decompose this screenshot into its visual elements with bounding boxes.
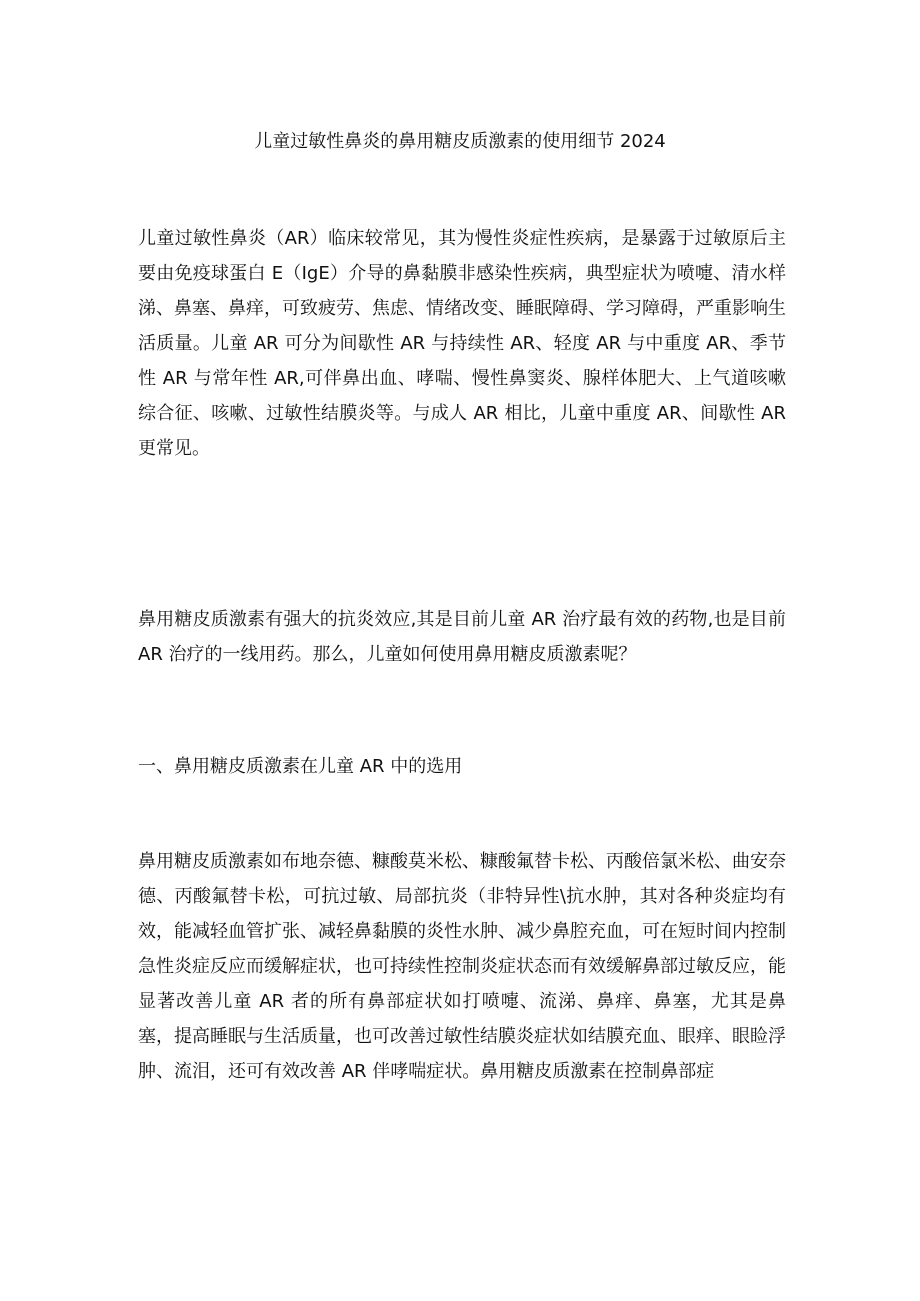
intro-paragraph: 儿童过敏性鼻炎（AR）临床较常见，其为慢性炎症性疾病，是暴露于过敏原后主要由免疫球蛋白 E（IgE）介导的鼻黏膜非感染性疾病，典型症状为喷嚏、清水样涕、鼻塞、鼻痒，可致疲劳、焦虑、情绪改变、睡眠障碍、学习障碍，严重影响生活质量。儿童 AR 可分为间歇性 AR 与持续性 AR、轻度 AR 与中重度 AR、季节性 AR 与常年性 AR,可伴鼻出血、哮喘、慢性鼻窦炎、腺样体肥大、上气道咳嗽综合征、咳嗽、过敏性结膜炎等。与成人 AR 相比，儿童中重度 AR、间歇性 AR 更常见。 [138, 228, 786, 459]
section-paragraph: 鼻用糖皮质激素如布地奈德、糠酸莫米松、糠酸氟替卡松、丙酸倍氯米松、曲安奈德、丙酸氟替卡松，可抗过敏、局部抗炎（非特异性\抗水肿，其对各种炎症均有效，能减轻血管扩张、减轻鼻黏膜的炎性水肿、减少鼻腔充血，可在短时间内控制急性炎症反应而缓解症状，也可持续性控制炎症状态而有效缓解鼻部过敏反应，能显著改善儿童 AR 者的所有鼻部症状如打喷嚏、流涕、鼻痒、鼻塞，尤其是鼻塞，提高睡眠与生活质量，也可改善过敏性结膜炎症状如结膜充血、眼痒、眼睑浮肿、流泪，还可有效改善 AR 伴哮喘症状。鼻用糖皮质激素在控制鼻部症 [138, 851, 786, 1082]
treatment-question-paragraph: 鼻用糖皮质激素有强大的抗炎效应,其是目前儿童 AR 治疗最有效的药物,也是目前 AR 治疗的一线用药。那么，儿童如何使用鼻用糖皮质激素呢？ [138, 609, 786, 665]
section-heading: 一、鼻用糖皮质激素在儿童 AR 中的选用 [138, 756, 463, 777]
document-title: 儿童过敏性鼻炎的鼻用糖皮质激素的使用细节 2024 [254, 131, 666, 152]
